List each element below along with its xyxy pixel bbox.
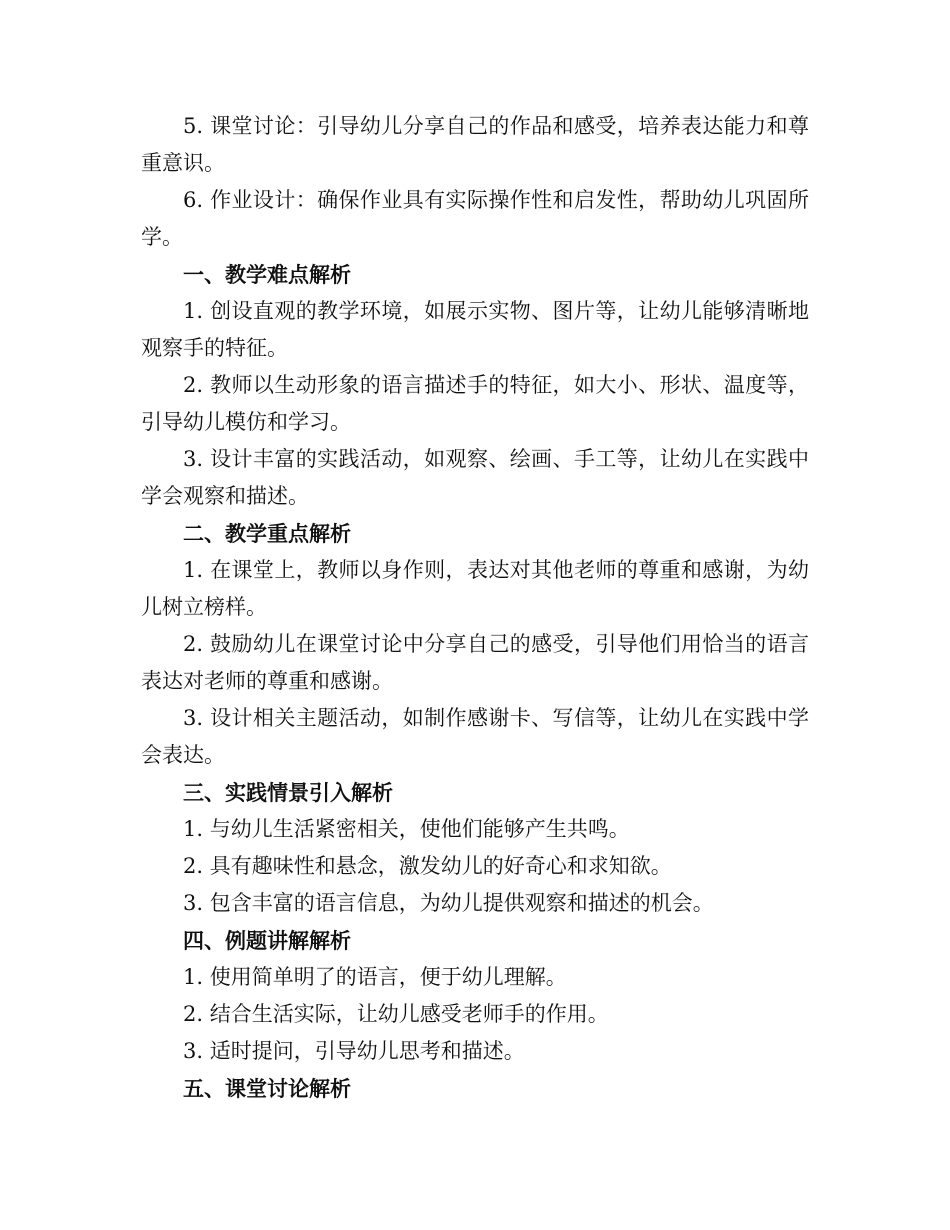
paragraph-examples-2: 2. 结合生活实际，让幼儿感受老师手的作用。: [183, 1002, 609, 1026]
paragraph-discussion: 5. 课堂讨论：引导幼儿分享自己的作品和感受，培养表达能力和尊重意识。: [141, 114, 809, 175]
paragraph-scenario-3: 3. 包含丰富的语言信息，为幼儿提供观察和描述的机会。: [183, 891, 714, 915]
section-heading-scenario: 三、实践情景引入解析: [183, 780, 393, 805]
paragraph-difficulty-1: 1. 创设直观的教学环境，如展示实物、图片等，让幼儿能够清晰地观察手的特征。: [141, 299, 809, 360]
paragraph-scenario-1: 1. 与幼儿生活紧密相关，使他们能够产生共鸣。: [183, 817, 630, 841]
section-heading-discussion: 五、课堂讨论解析: [183, 1076, 351, 1101]
section-heading-examples: 四、例题讲解解析: [183, 928, 351, 953]
paragraph-homework: 6. 作业设计：确保作业具有实际操作性和启发性，帮助幼儿巩固所学。: [141, 188, 809, 249]
paragraph-difficulty-3: 3. 设计丰富的实践活动，如观察、绘画、手工等，让幼儿在实践中学会观察和描述。: [141, 447, 809, 508]
document-page: [141, 108, 809, 1107]
section-heading-key-points: 二、教学重点解析: [183, 521, 351, 546]
paragraph-scenario-2: 2. 具有趣味性和悬念，激发幼儿的好奇心和求知欲。: [183, 854, 672, 878]
section-heading-difficulty: 一、教学难点解析: [183, 262, 351, 287]
paragraph-key-3: 3. 设计相关主题活动，如制作感谢卡、写信等，让幼儿在实践中学会表达。: [141, 706, 809, 767]
paragraph-difficulty-2: 2. 教师以生动形象的语言描述手的特征，如大小、形状、温度等，引导幼儿模仿和学习。: [141, 373, 809, 434]
paragraph-examples-1: 1. 使用简单明了的语言，便于幼儿理解。: [183, 965, 567, 989]
paragraph-key-1: 1. 在课堂上，教师以身作则，表达对其他老师的尊重和感谢，为幼儿树立榜样。: [141, 558, 809, 619]
paragraph-examples-3: 3. 适时提问，引导幼儿思考和描述。: [183, 1039, 525, 1063]
paragraph-key-2: 2. 鼓励幼儿在课堂讨论中分享自己的感受，引导他们用恰当的语言表达对老师的尊重和感谢。: [141, 632, 809, 693]
